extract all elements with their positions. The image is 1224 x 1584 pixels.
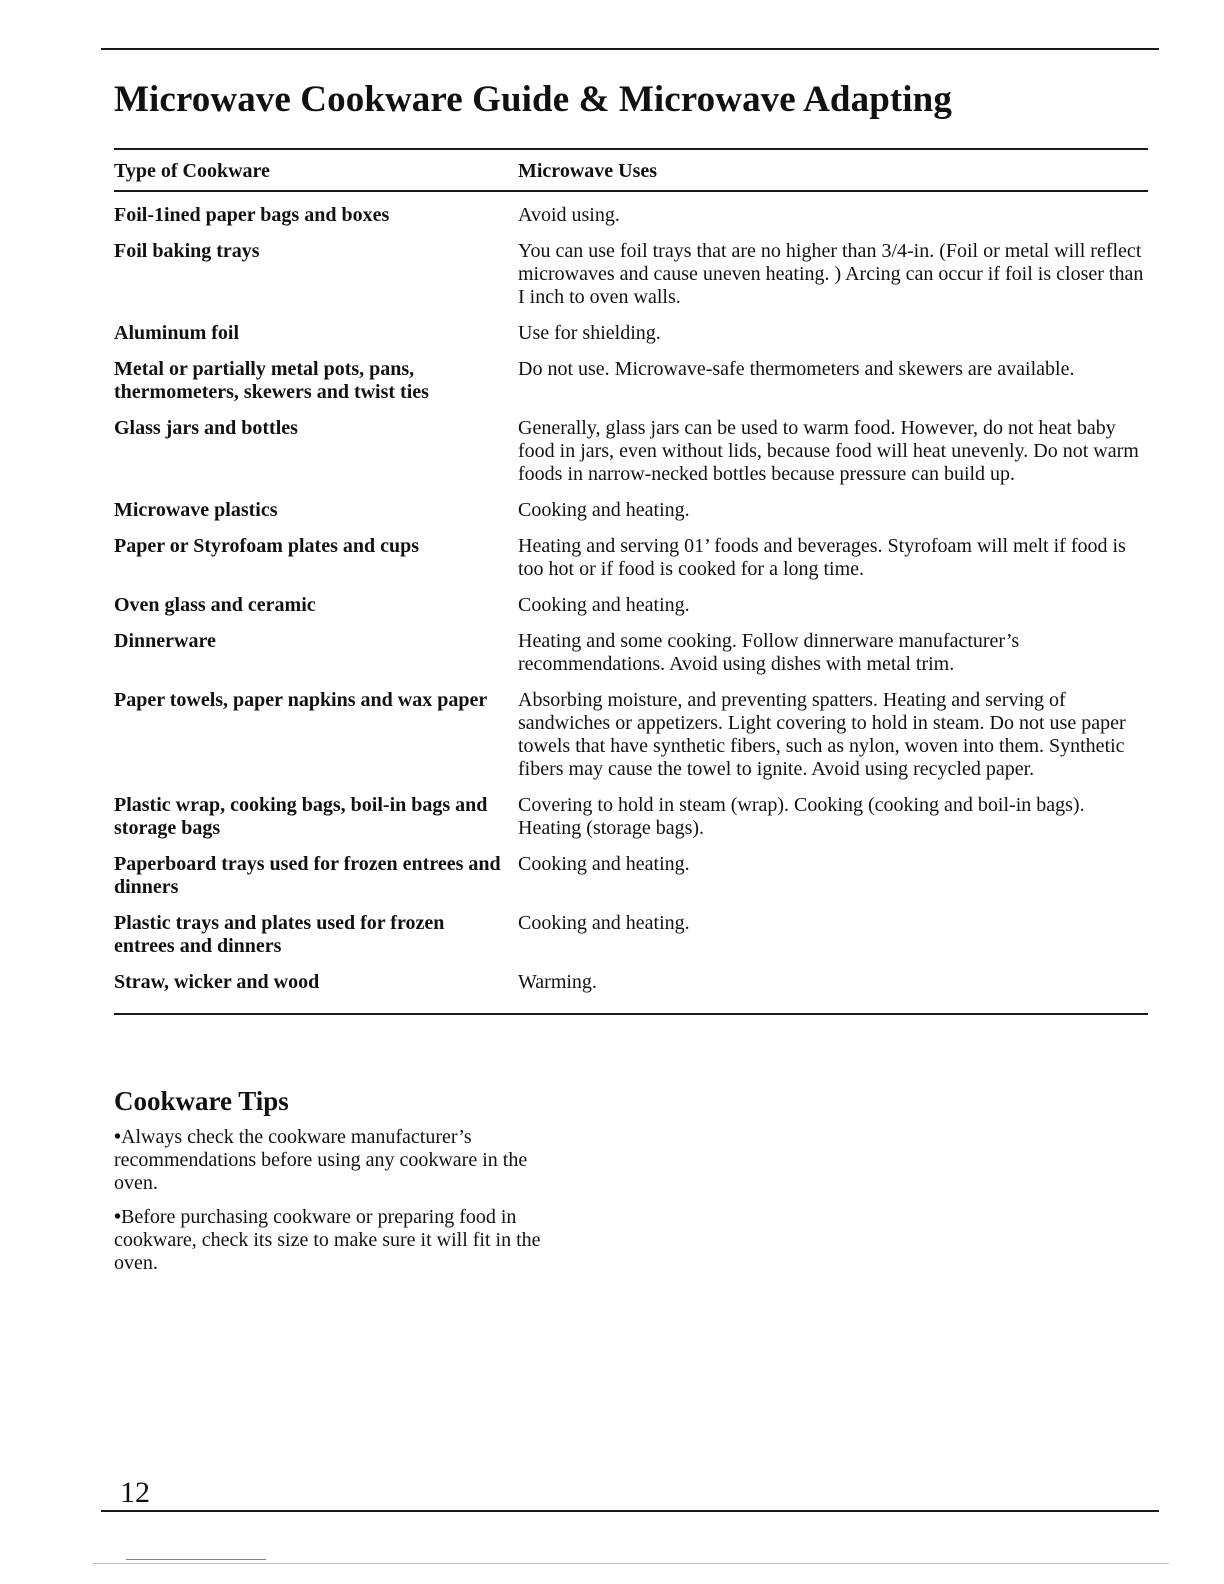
header-type-of-cookware: Type of Cookware [114,159,270,182]
tip-text: Always check the cookware manufacturer’s recommendations before using any cookware in the oven. [114,1126,528,1194]
footer-link-underline [126,1559,266,1560]
microwave-uses-cell: Use for shielding. [518,322,661,344]
cookware-type-cell: Microwave plastics [114,499,278,521]
cookware-type-cell: Straw, wicker and wood [114,971,320,993]
microwave-uses-cell: Cooking and heating. [518,594,690,616]
cookware-type-cell: Plastic wrap, cooking bags, boil-in bags and storage bags [114,794,488,839]
cookware-type-cell: Paper or Styrofoam plates and cups [114,535,420,557]
microwave-uses-cell: You can use foil trays that are no higher than 3/4-in. (Foil or metal will reflect microwaves and cause uneven heating. ) Arcing can occur if foil is closer than I inch to oven walls. [518,240,1144,308]
bottom-rule [101,1510,1159,1512]
table-header [114,150,1148,192]
microwave-uses-cell: Cooking and heating. [518,853,690,875]
table-row [114,322,1148,345]
bullet-icon: • [114,1126,122,1148]
table-row [114,358,1148,404]
cookware-type-cell: Paper towels, paper napkins and wax paper [114,689,488,711]
microwave-uses-cell: Avoid using. [518,204,620,226]
cookware-type-cell: Paperboard trays used for frozen entrees and dinners [114,853,501,898]
microwave-uses-cell: Cooking and heating. [518,912,690,934]
top-rule [101,48,1159,50]
table-row [114,417,1148,486]
cookware-type-cell: Metal or partially metal pots, pans, thermometers, skewers and twist ties [114,358,429,403]
cookware-guide-table [114,148,1148,1015]
table-row [114,794,1148,840]
cookware-type-cell: Foil baking trays [114,240,260,262]
microwave-uses-cell: Heating and serving 01’ foods and beverages. Styrofoam will melt if food is too hot or if food is cooked for a long time. [518,535,1126,580]
microwave-uses-cell: Cooking and heating. [518,499,690,521]
cookware-type-cell: Oven glass and ceramic [114,594,316,616]
table-row [114,204,1148,227]
microwave-uses-cell: Do not use. Microwave-safe thermometers and skewers are available. [518,358,1075,380]
cookware-type-cell: Dinnerware [114,630,216,652]
table-row [114,535,1148,581]
table-row [114,630,1148,676]
list-item [114,1126,574,1195]
table-body [114,192,1148,1013]
cookware-tips-heading: Cookware Tips [114,1086,289,1116]
cookware-type-cell: Foil-1ined paper bags and boxes [114,204,390,226]
table-row [114,971,1148,994]
microwave-uses-cell: Heating and some cooking. Follow dinnerware manufacturer’s recommendations. Avoid using dishes with metal trim. [518,630,1020,675]
microwave-uses-cell: Warming. [518,971,597,993]
cookware-type-cell: Glass jars and bottles [114,417,298,439]
header-microwave-uses: Microwave Uses [518,159,658,182]
table-row [114,853,1148,899]
bullet-icon: • [114,1206,122,1228]
table-row [114,594,1148,617]
table-row [114,689,1148,781]
table-row [114,912,1148,958]
tip-text: Before purchasing cookware or preparing food in cookware, check its size to make sure it will fit in the oven. [114,1206,541,1274]
microwave-uses-cell: Absorbing moisture, and preventing spatters. Heating and serving of sandwiches or appetizers. Light covering to hold in steam. Do not use paper towels that have synthetic fibers, such as nylon, woven into them. Synthetic fibers may cause the towel to ignite. Avoid using recycled paper. [518,689,1126,780]
footer-rule [93,1563,1169,1564]
page-number: 12 [120,1476,150,1509]
page-title: Microwave Cookware Guide & Microwave Adapting [114,79,952,120]
table-row [114,240,1148,309]
cookware-type-cell: Plastic trays and plates used for frozen entrees and dinners [114,912,445,957]
cookware-type-cell: Aluminum foil [114,322,240,344]
cookware-tips-list [114,1126,574,1286]
table-row [114,499,1148,522]
microwave-uses-cell: Generally, glass jars can be used to warm food. However, do not heat baby food in jars, even without lids, because food will heat unevenly. Do not warm foods in narrow-necked bottles because pressure can build up. [518,417,1139,485]
microwave-uses-cell: Covering to hold in steam (wrap). Cooking (cooking and boil-in bags). Heating (storage bags). [518,794,1085,839]
list-item [114,1206,574,1275]
